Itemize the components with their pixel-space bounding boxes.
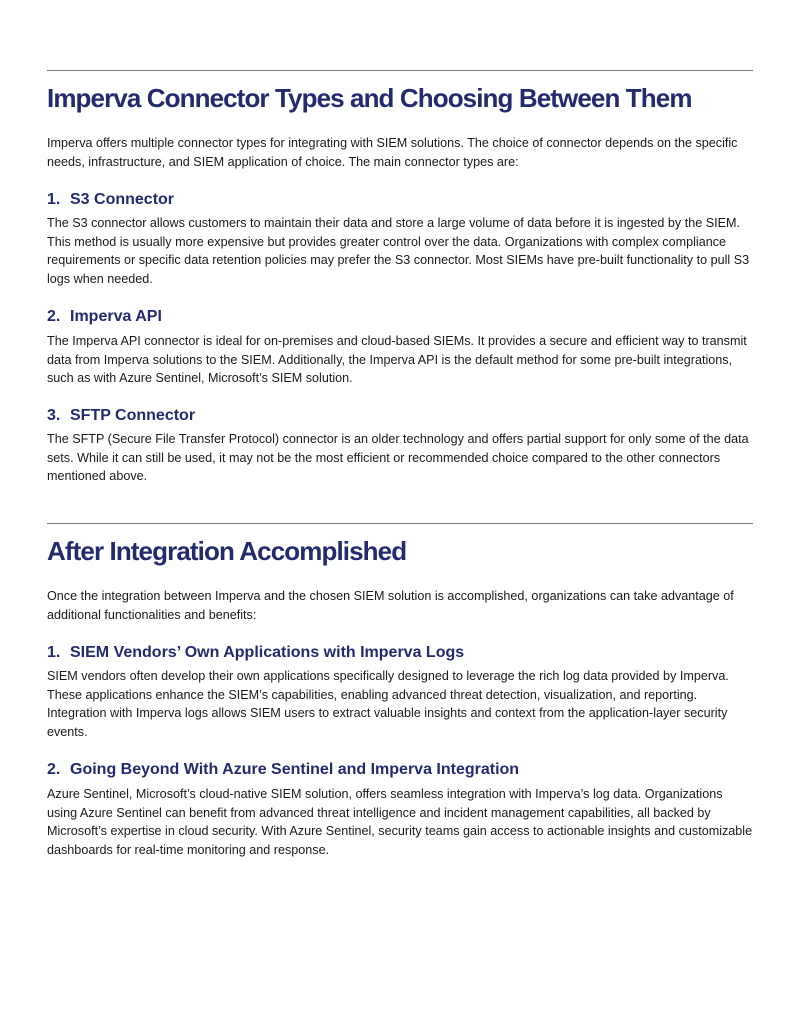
subsection-body: SIEM vendors often develop their own applications specifically designed to leverage the rich log data provided by Imperva. These applications enhance the SIEM’s capabilities, enabling advanced threat detection, visualization, and reporting. Integration with Imperva logs allows SIEM users to extract valuable insights and context from the application-layer security events. (47, 669, 729, 739)
subsection-title: SIEM Vendors’ Own Applications with Imperva Logs (70, 644, 465, 661)
section-title: After Integration Accomplished (47, 536, 407, 566)
subsection-title: S3 Connector (70, 191, 175, 208)
section-title: Imperva Connector Types and Choosing Between Them (47, 83, 692, 113)
subsection-body: The Imperva API connector is ideal for on-premises and cloud-based SIEMs. It provides a secure and efficient way to transmit data from Imperva solutions to the SIEM. Additionally, the Imperva API is the default method for some pre-built integrations, such as with Azure Sentinel, Microsoft’s SIEM solution. (47, 334, 747, 385)
subsection-body: Azure Sentinel, Microsoft’s cloud-native SIEM solution, offers seamless integration with Imperva’s log data. Organizations using Azure Sentinel can benefit from advanced threat intelligence and incident management capabilities, all backed by Microsoft’s expertise in cloud security. With Azure Sentinel, security teams gain access to actionable insights and customizable dashboards for real-time monitoring and response. (47, 787, 753, 857)
subsection-title: Imperva API (70, 308, 162, 325)
subsection-body: The S3 connector allows customers to maintain their data and store a large volume of data before it is ingested by the SIEM. This method is usually more expensive but provides greater control over the data. Organizations with complex compliance requirements or specific data retention policies may prefer the S3 connector. Most SIEMs have pre-built functionality to pull S3 logs when needed. (47, 216, 750, 286)
section-divider (47, 523, 753, 524)
subsection-heading-imperva-api (47, 307, 753, 327)
subsection-heading-sftp-connector (47, 406, 753, 426)
section-intro: Once the integration between Imperva and the chosen SIEM solution is accomplished, organizations can take advantage of additional functionalities and benefits: (47, 589, 734, 622)
subsection-number: 1. (47, 191, 61, 208)
section-intro: Imperva offers multiple connector types for integrating with SIEM solutions. The choice of connector depends on the specific needs, infrastructure, and SIEM application of choice. The main connector types are: (47, 136, 738, 169)
subsection-heading-s3-connector (47, 190, 753, 210)
subsection-heading-azure-sentinel (47, 760, 753, 780)
subsection-number: 1. (47, 644, 61, 661)
subsection-heading-siem-vendor-apps (47, 643, 753, 663)
subsection-body: The SFTP (Secure File Transfer Protocol) connector is an older technology and offers partial support for only some of the data sets. While it can still be used, it may not be the most efficient or recommended choice compared to the other connectors mentioned above. (47, 432, 749, 483)
subsection-number: 2. (47, 761, 61, 778)
subsection-number: 3. (47, 407, 61, 424)
subsection-number: 2. (47, 308, 61, 325)
subsection-title: SFTP Connector (70, 407, 196, 424)
subsection-title: Going Beyond With Azure Sentinel and Imperva Integration (70, 761, 520, 778)
section-divider (47, 70, 753, 71)
